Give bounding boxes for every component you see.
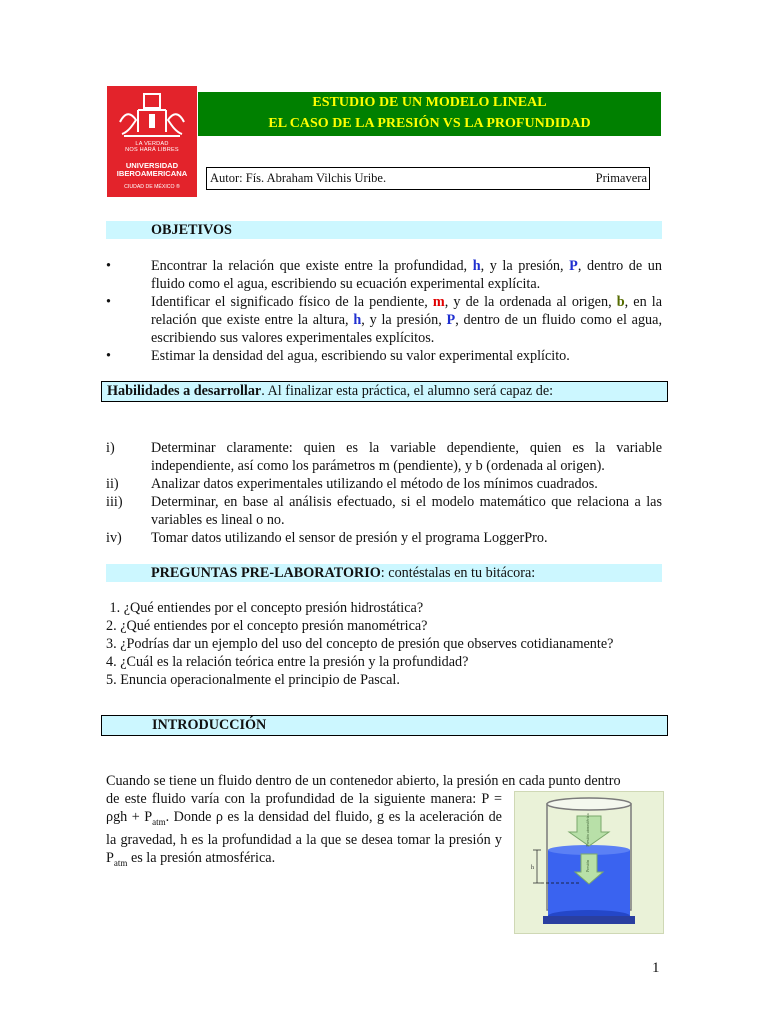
depth-label: h xyxy=(531,865,534,871)
prelab-heading-rest: : contéstalas en tu bitácora: xyxy=(380,565,536,581)
container-rim xyxy=(547,798,631,810)
prelab-heading-bar xyxy=(106,564,662,582)
arrow-bottom-label: Presión xyxy=(585,860,590,872)
logo-motto-line1: LA VERDAD xyxy=(135,141,169,147)
variable-m: m xyxy=(432,294,445,310)
university-crest-icon xyxy=(112,92,192,140)
list-marker: iv) xyxy=(106,530,122,546)
list-item xyxy=(106,493,662,529)
pressure-container-figure xyxy=(514,791,664,934)
page-number: 1 xyxy=(652,960,660,976)
objective-text: , y la presión, xyxy=(480,258,570,274)
container-diagram xyxy=(515,792,663,933)
list-item: 5. Enuncia operacionalmente el principio de Pascal. xyxy=(106,672,400,688)
objectives-heading-bar xyxy=(106,221,662,239)
university-logo xyxy=(107,86,197,197)
objective-text: Identificar el significado físico de la pendiente, xyxy=(151,294,433,310)
document-title-bar xyxy=(198,92,661,136)
list-marker: ii) xyxy=(106,476,119,492)
objective-text: , y la presión, xyxy=(361,312,447,328)
list-item xyxy=(106,293,662,347)
logo-university-line1: UNIVERSIDAD xyxy=(125,161,179,170)
list-item xyxy=(106,257,662,293)
objectives-list xyxy=(106,257,662,365)
bullet-marker: • xyxy=(106,348,111,364)
arrow-top-label: Presión atmosférica xyxy=(585,813,590,847)
list-item xyxy=(106,529,662,547)
objective-text: , dentro de un fluido como el agua, escribiendo sus valores experimentales explícitos. xyxy=(151,312,662,346)
container-base xyxy=(543,916,635,924)
objective-text: , en la relación que existe entre la altura, xyxy=(151,294,663,328)
atm-subscript: atm xyxy=(113,857,128,868)
skills-list xyxy=(106,439,662,547)
variable-b: b xyxy=(616,294,625,310)
variable-p: P xyxy=(569,258,578,274)
bullet-marker: • xyxy=(106,258,111,274)
logo-city: CIUDAD DE MÉXICO ® xyxy=(124,184,180,190)
intro-text: . Donde ρ es la densidad del fluido, g es la aceleración de la gravedad, h es la profundidad a la que se desea tomar la presión y P xyxy=(106,809,502,866)
list-item: 1. ¿Qué entiendes por el concepto presión hidrostática? xyxy=(106,600,424,616)
skill-text: Tomar datos utilizando el sensor de presión y el programa LoggerPro. xyxy=(151,530,548,546)
list-item xyxy=(106,347,662,365)
document-title-line2: EL CASO DE LA PRESIÓN VS LA PROFUNDIDAD xyxy=(268,116,591,131)
skills-heading: Habilidades a desarrollar xyxy=(107,383,262,399)
objective-text: Estimar la densidad del agua, escribiendo su valor experimental explícito. xyxy=(151,348,570,364)
objective-text: , y de la ordenada al origen, xyxy=(444,294,617,310)
skills-heading-bar xyxy=(101,381,668,402)
term-label: Primavera xyxy=(595,171,647,185)
list-item xyxy=(106,475,662,493)
list-marker: i) xyxy=(106,440,115,456)
objective-text: , dentro de un fluido como el agua, escribiendo su ecuación experimental explícita. xyxy=(151,258,662,292)
logo-motto-line2: NOS HARÁ LIBRES xyxy=(125,147,179,154)
list-item: 3. ¿Podrías dar un ejemplo del uso del concepto de presión que observes cotidianamente? xyxy=(106,636,614,652)
atm-subscript: atm xyxy=(152,816,166,827)
intro-line1: Cuando se tiene un fluido dentro de un contenedor abierto, la presión en cada punto dentro xyxy=(106,773,621,789)
prelab-heading: PREGUNTAS PRE-LABORATORIO xyxy=(151,565,381,581)
bullet-marker: • xyxy=(106,294,111,310)
intro-text: de este fluido varía con la profundidad de la siguiente manera: P = ρgh + P xyxy=(106,791,502,825)
skill-text: Determinar claramente: quien es la variable dependiente, quien es la variable independiente, así como los parámetros m (pendiente), y b (ordenada al origen). xyxy=(151,440,662,474)
list-item xyxy=(106,439,662,475)
objectives-heading: OBJETIVOS xyxy=(151,222,232,238)
variable-h: h xyxy=(353,312,362,328)
skill-text: Determinar, en base al análisis efectuado, si el modelo matemático que relaciona a las variables es lineal o no. xyxy=(151,494,662,528)
variable-p: P xyxy=(446,312,456,328)
skills-heading-rest: . Al finalizar esta práctica, el alumno será capaz de: xyxy=(261,383,554,399)
document-title-line1: ESTUDIO DE UN MODELO LINEAL xyxy=(312,95,547,110)
intro-heading: INTRODUCCIÓN xyxy=(152,717,267,733)
intro-text: es la presión atmosférica. xyxy=(127,849,276,866)
list-marker: iii) xyxy=(106,494,123,510)
prelab-questions xyxy=(106,599,662,689)
list-item: 4. ¿Cuál es la relación teórica entre la presión y la profundidad? xyxy=(106,654,469,670)
variable-h: h xyxy=(472,258,481,274)
intro-heading-bar xyxy=(101,715,668,736)
skill-text: Analizar datos experimentales utilizando el método de los mínimos cuadrados. xyxy=(151,476,598,492)
author-name: Autor: Fís. Abraham Vilchis Uribe. xyxy=(210,171,387,185)
logo-university-line2: IBEROAMERICANA xyxy=(116,169,188,179)
objective-text: Encontrar la relación que existe entre la profundidad, xyxy=(151,258,473,274)
author-bar xyxy=(206,167,650,190)
list-item: 2. ¿Qué entiendes por el concepto presión manométrica? xyxy=(106,618,428,634)
